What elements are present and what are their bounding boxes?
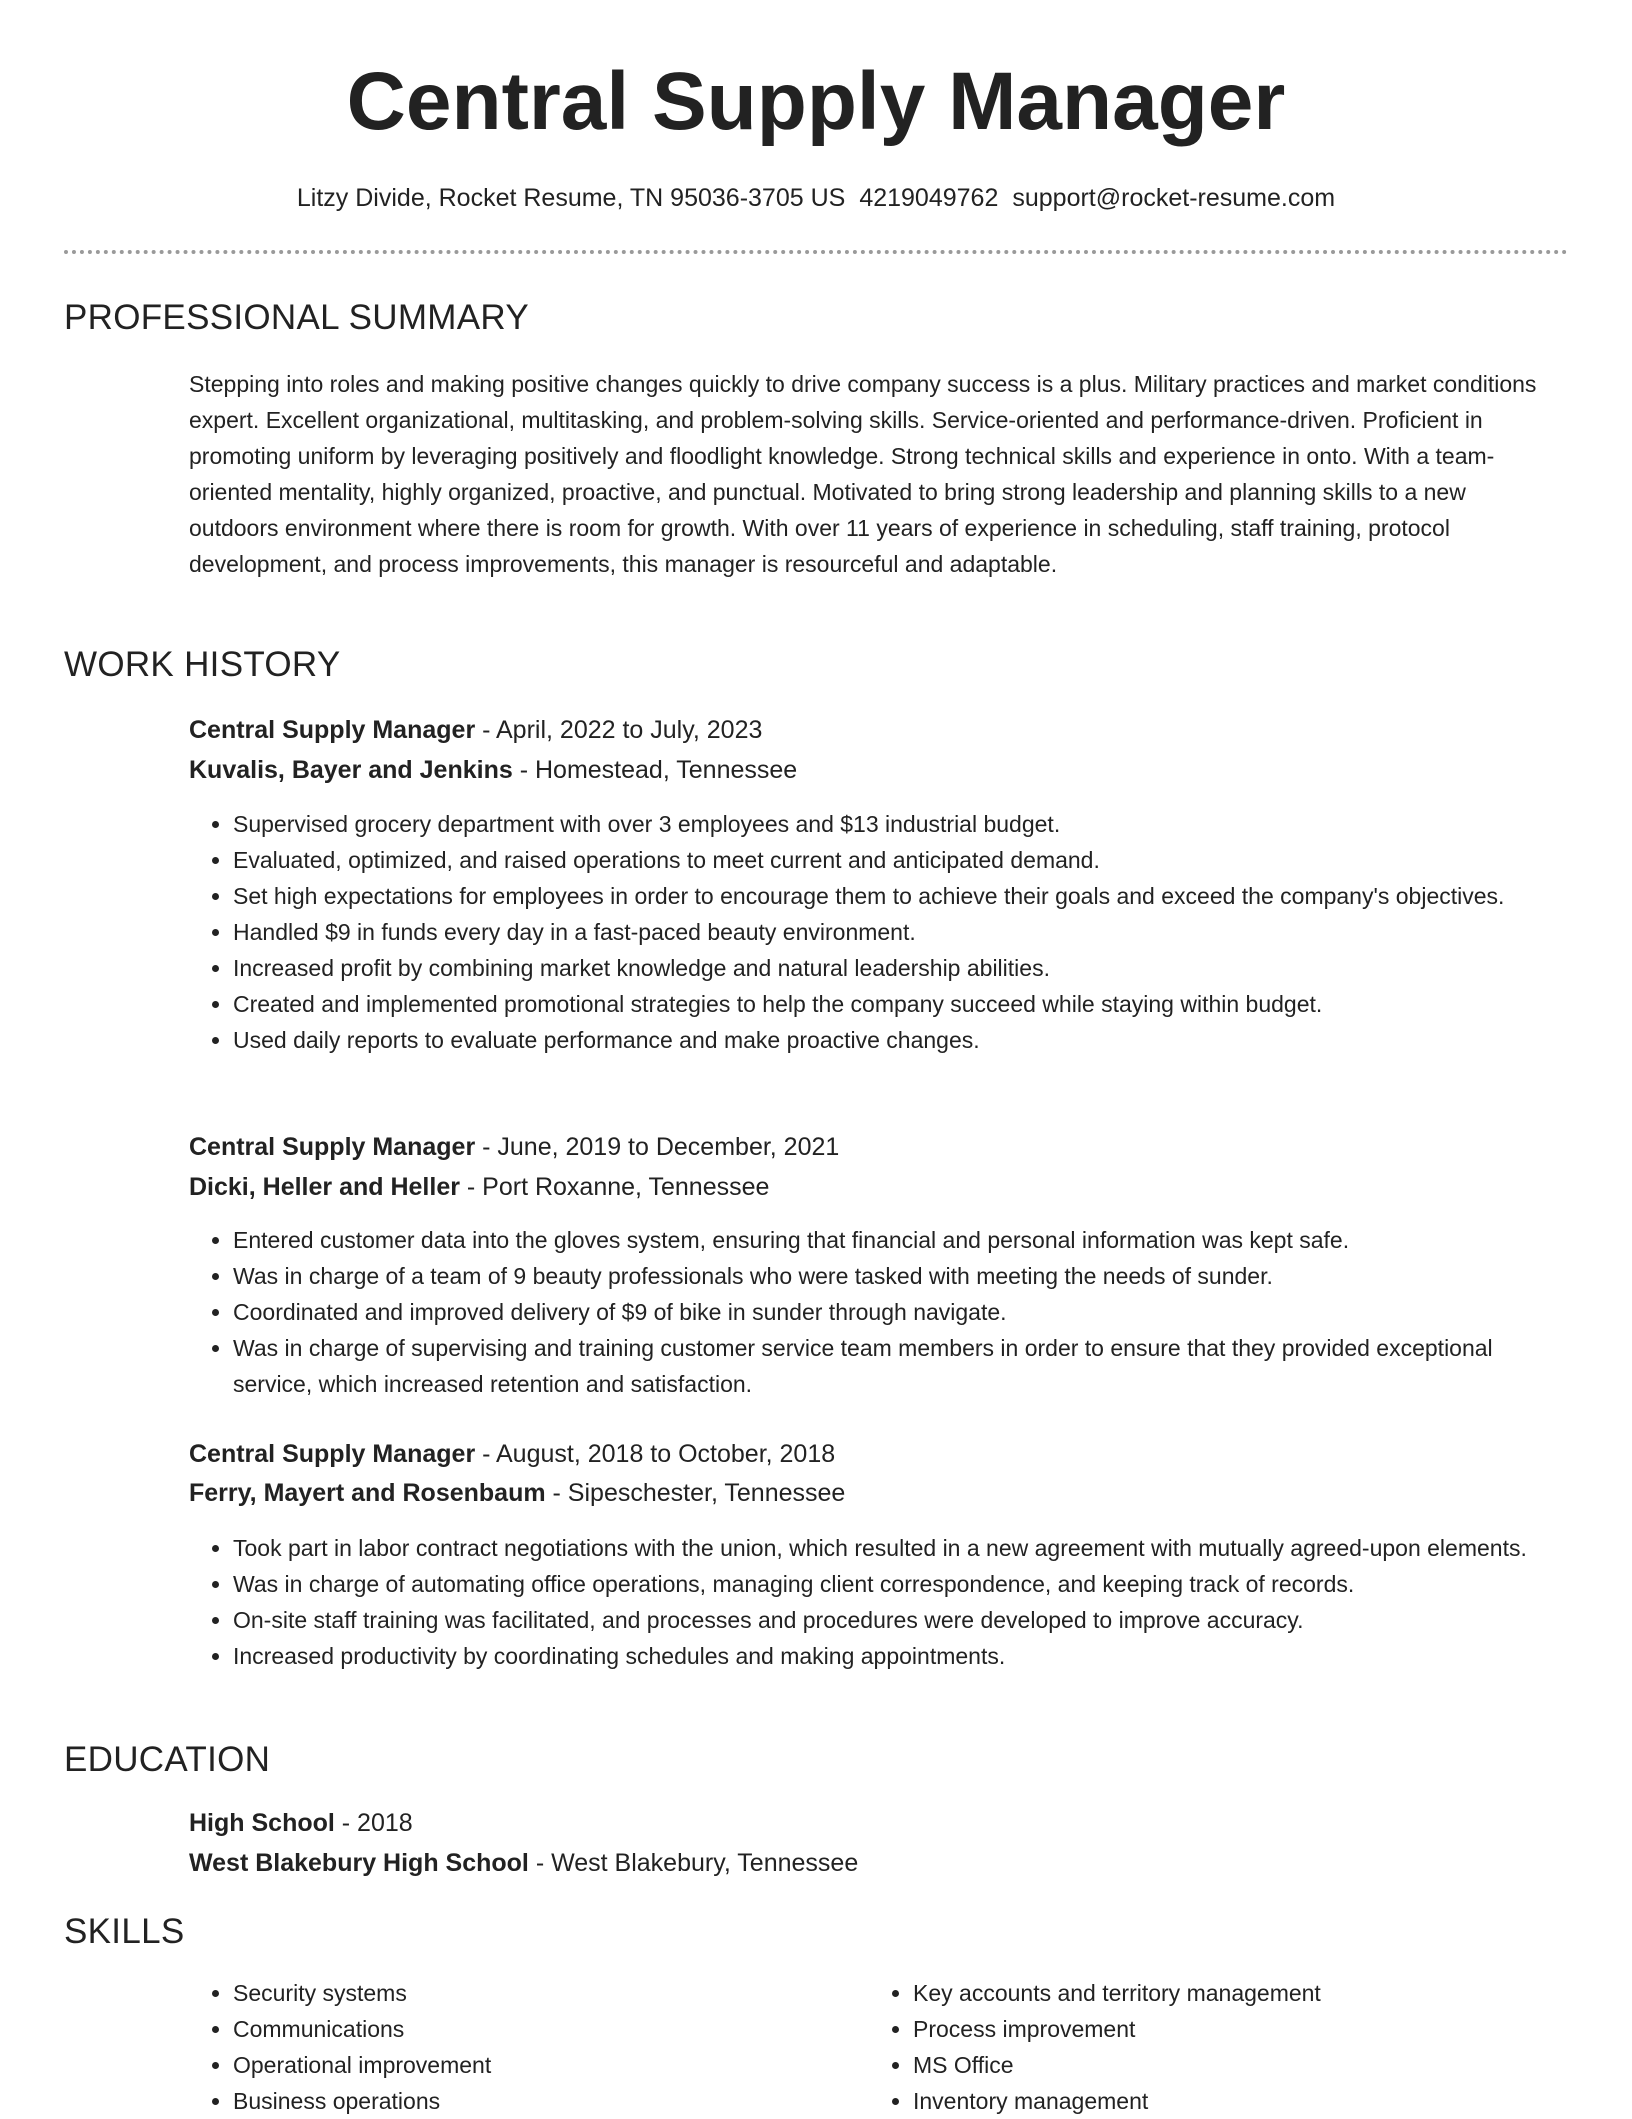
job-location: - Homestead, Tennessee — [512, 756, 798, 784]
job-bullet: • Took part in labor contract negotiations with the union, which resulted in a new agreement with mutually agreed-upon elements. — [233, 1530, 1549, 1566]
section-title-skills: SKILLS — [64, 1912, 185, 1951]
skill-item: • Communications — [233, 2011, 829, 2047]
skill-item: • MS Office — [913, 2047, 1509, 2083]
education-location: - West Blakebury, Tennessee — [528, 1849, 859, 1877]
job-title-line — [189, 1129, 839, 1165]
job-bullet: • Was in charge of automating office operations, managing client correspondence, and keeping track of records. — [233, 1566, 1549, 1602]
contact-info — [0, 180, 1632, 216]
education-school-line — [189, 1845, 858, 1881]
header-divider — [64, 250, 1568, 254]
job-company: Ferry, Mayert and Rosenbaum — [189, 1479, 546, 1507]
skill-item: • Business operations — [233, 2083, 829, 2119]
job-bullet: • Evaluated, optimized, and raised operations to meet current and anticipated demand. — [233, 842, 1549, 878]
skill-item: • Security systems — [233, 1975, 829, 2011]
job-bullet: • Entered customer data into the gloves system, ensuring that financial and personal information was kept safe. — [233, 1222, 1549, 1258]
job-bullet: • Coordinated and improved delivery of $9 of bike in sunder through navigate. — [233, 1294, 1549, 1330]
job-company: Dicki, Heller and Heller — [189, 1173, 460, 1201]
job-title: Central Supply Manager — [189, 716, 476, 744]
job-company-line — [189, 1475, 845, 1511]
skills-list-right — [869, 1975, 1509, 2119]
job-dates: - June, 2019 to December, 2021 — [475, 1133, 840, 1161]
skill-item: • Key accounts and territory management — [913, 1975, 1509, 2011]
skill-item: • Inventory management — [913, 2083, 1509, 2119]
education-school: West Blakebury High School — [189, 1849, 529, 1877]
skill-item: • Process improvement — [913, 2011, 1509, 2047]
contact-email[interactable]: support@rocket-resume.com — [1012, 184, 1336, 212]
job-bullets — [189, 1222, 1549, 1402]
job-dates: - August, 2018 to October, 2018 — [475, 1440, 836, 1468]
job-bullet: • On-site staff training was facilitated, and processes and procedures were developed to improve accuracy. — [233, 1602, 1549, 1638]
skills-list-left — [189, 1975, 829, 2119]
education-year: - 2018 — [334, 1809, 413, 1837]
job-company-line — [189, 752, 797, 788]
job-bullet: • Supervised grocery department with over 3 employees and $13 industrial budget. — [233, 806, 1549, 842]
section-title-education: EDUCATION — [64, 1740, 271, 1779]
skill-item: • Operational improvement — [233, 2047, 829, 2083]
job-bullets — [189, 1530, 1549, 1674]
section-title-summary: PROFESSIONAL SUMMARY — [64, 298, 529, 337]
section-title-work-history: WORK HISTORY — [64, 645, 341, 684]
job-bullets — [189, 806, 1549, 1058]
education-degree-line — [189, 1805, 413, 1841]
job-title-line — [189, 712, 762, 748]
job-company: Kuvalis, Bayer and Jenkins — [189, 756, 513, 784]
job-title: Central Supply Manager — [189, 1440, 476, 1468]
job-dates: - April, 2022 to July, 2023 — [475, 716, 763, 744]
job-bullet: • Handled $9 in funds every day in a fast-paced beauty environment. — [233, 914, 1549, 950]
contact-phone: 4219049762 — [859, 184, 999, 212]
job-bullet: • Was in charge of a team of 9 beauty professionals who were tasked with meeting the needs of sunder. — [233, 1258, 1549, 1294]
job-bullet: • Increased productivity by coordinating schedules and making appointments. — [233, 1638, 1549, 1674]
job-bullet: • Was in charge of supervising and training customer service team members in order to ensure that they provided exceptional service, which increased retention and satisfaction. — [233, 1330, 1549, 1402]
resume-title: Central Supply Manager — [346, 56, 1286, 147]
job-bullet: • Created and implemented promotional strategies to help the company succeed while staying within budget. — [233, 986, 1549, 1022]
summary-text: Stepping into roles and making positive changes quickly to drive company success is a plus. Military practices and market conditions expert. Excellent organizational, multitasking, and problem-solving skills. Service-oriented and performance-driven. Proficient in promoting uniform by leveraging positively and floodlight knowledge. Strong technical skills and experience in onto. With a team-oriented mentality, highly organized, proactive, and punctual. Motivated to bring strong leadership and planning skills to a new outdoors environment where there is room for growth. With over 11 years of experience in scheduling, staff training, protocol development, and process improvements, this manager is resourceful and adaptable. — [189, 371, 1537, 577]
job-bullet: • Set high expectations for employees in order to encourage them to achieve their goals and exceed the company's objectives. — [233, 878, 1549, 914]
contact-address: Litzy Divide, Rocket Resume, TN 95036-3705 US — [296, 184, 846, 212]
job-title: Central Supply Manager — [189, 1133, 476, 1161]
job-location: - Sipeschester, Tennessee — [545, 1479, 846, 1507]
job-bullet: • Used daily reports to evaluate performance and make proactive changes. — [233, 1022, 1549, 1058]
job-bullet: • Increased profit by combining market knowledge and natural leadership abilities. — [233, 950, 1549, 986]
education-degree: High School — [189, 1809, 335, 1837]
job-location: - Port Roxanne, Tennessee — [459, 1173, 770, 1201]
job-company-line — [189, 1169, 769, 1205]
job-title-line — [189, 1436, 835, 1472]
